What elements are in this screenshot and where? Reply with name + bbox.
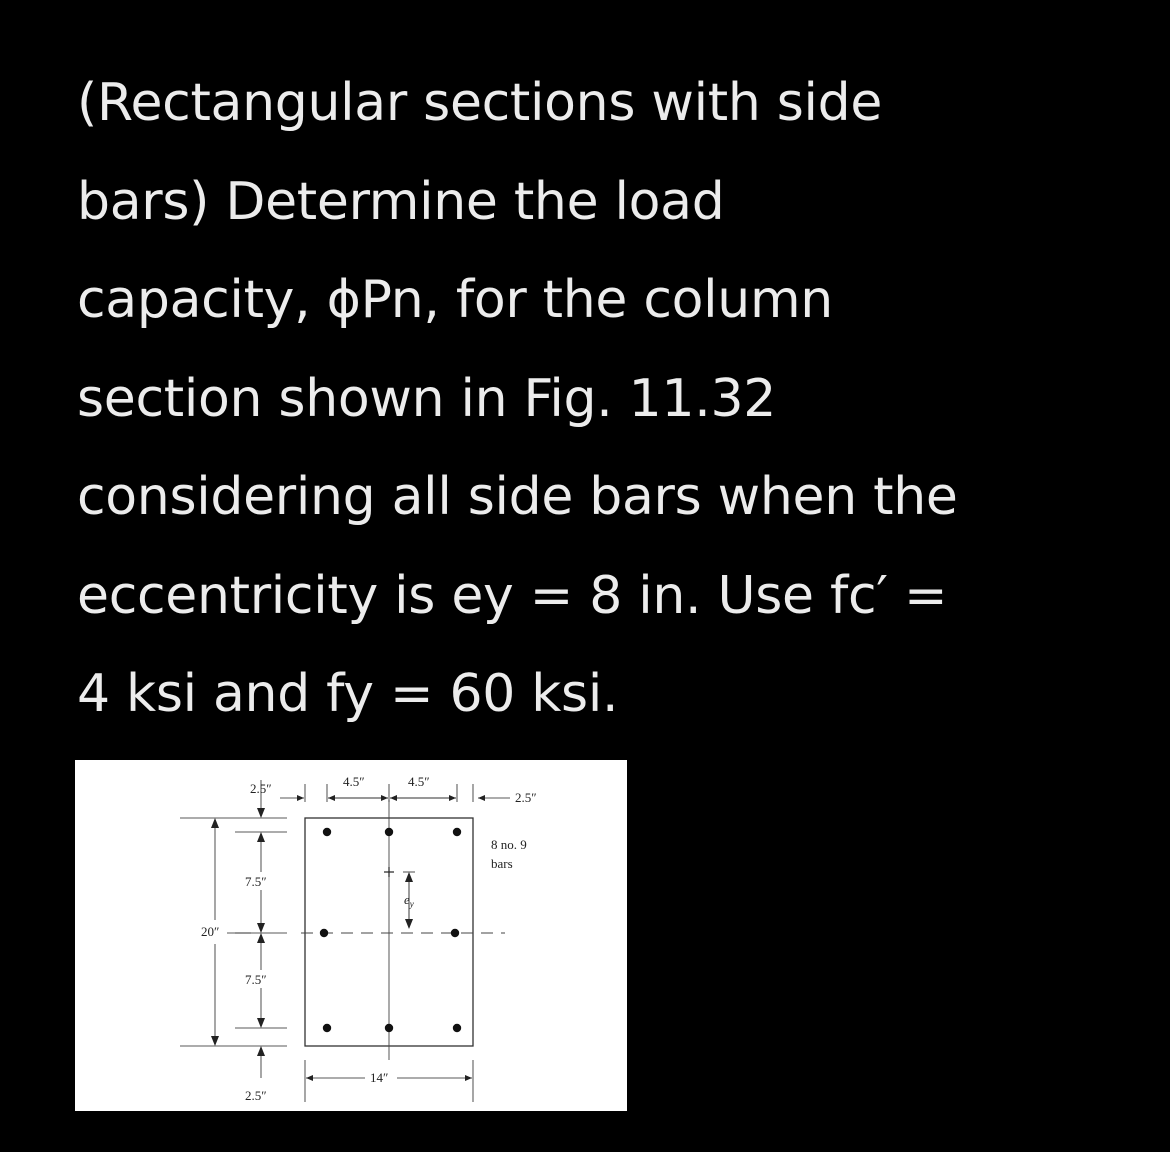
eccentricity-label: $e_y$: [404, 892, 414, 909]
dim-overall-height: 20″: [201, 924, 220, 939]
dim-left-spacing-2: 7.5″: [245, 972, 267, 987]
dim-top-spacing-1: 4.5″: [343, 774, 365, 789]
dim-bottom-cover: 2.5″: [245, 1088, 267, 1103]
bars-label-line-1: 8 no. 9: [491, 837, 527, 852]
problem-line-7: 4 ksi and fy = 60 ksi.: [77, 664, 619, 724]
bar-bottom-right: [453, 1024, 461, 1032]
column-section-figure: [75, 760, 627, 1111]
column-section-diagram: [75, 760, 627, 1111]
bar-bottom-left: [323, 1024, 331, 1032]
problem-line-5: considering all side bars when the: [77, 467, 958, 527]
bar-top-right: [453, 828, 461, 836]
bar-mid-left: [320, 929, 328, 937]
reinforcing-bars: [320, 828, 461, 1032]
problem-statement: [77, 54, 1137, 744]
dim-top-left-cover: 2.5″: [250, 781, 272, 796]
dim-top-right-cover: 2.5″: [515, 790, 537, 805]
problem-line-1: (Rectangular sections with side: [77, 73, 883, 133]
problem-line-4: section shown in Fig. 11.32: [77, 368, 777, 429]
bar-mid-right: [451, 929, 459, 937]
bar-top-center: [385, 828, 393, 836]
problem-line-2: bars) Determine the load: [77, 171, 725, 232]
bar-bottom-center: [385, 1024, 393, 1032]
problem-line-6: eccentricity is ey = 8 in. Use fc′ =: [77, 565, 948, 626]
dim-width: 14″: [370, 1070, 389, 1085]
dim-top-spacing-2: 4.5″: [408, 774, 430, 789]
bars-label-line-2: bars: [491, 856, 513, 871]
bar-top-left: [323, 828, 331, 836]
dim-left-spacing-1: 7.5″: [245, 874, 267, 889]
problem-line-3: capacity, ϕPn, for the column: [77, 270, 833, 330]
load-point: [384, 867, 394, 877]
